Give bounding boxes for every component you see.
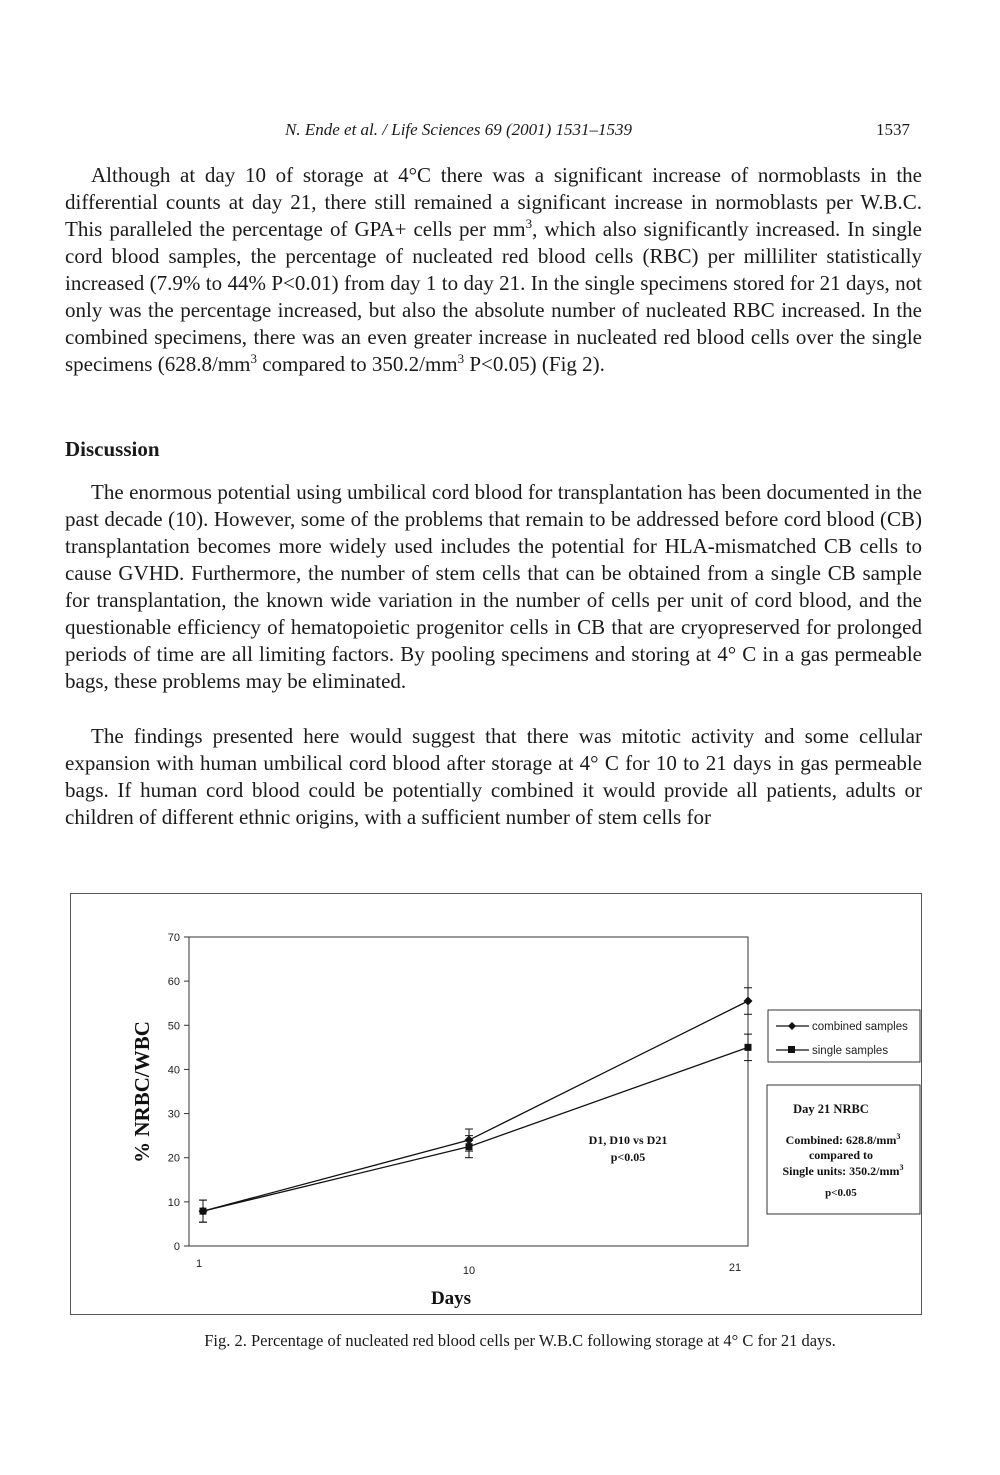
y-tick-label-10: 10 [167, 1196, 180, 1209]
y-axis-label: % NRBC/WBC [130, 1021, 154, 1163]
nrbc-line-chart [71, 894, 921, 1314]
info-box-combined: Combined: $628.8/mm^3$ [785, 1132, 901, 1147]
y-tick-label-50: 50 [167, 1020, 180, 1033]
info-box-pvalue: p<0.05 [825, 1187, 857, 1199]
y-tick-label-60: 60 [167, 976, 180, 989]
y-tick-label-40: 40 [167, 1064, 180, 1077]
significance-line-2: p<0.05 [610, 1150, 646, 1164]
series-combined-samples [199, 988, 753, 1222]
info-box-compared: compared to [808, 1148, 874, 1162]
x-tick-label-10: 10 [462, 1265, 476, 1277]
info-box-title: Day 21 NRBC [793, 1102, 869, 1116]
day21-info-box [767, 1085, 920, 1214]
running-header [0, 120, 1000, 144]
point-1-2 [745, 1044, 752, 1051]
series-layer [199, 988, 753, 1222]
y-tick-label-0: 0 [173, 1241, 180, 1253]
series-line-1 [203, 1047, 748, 1211]
running-head: N. Ende et al. / Life Sciences 69 (2001) 1531–1539 [285, 120, 633, 139]
x-axis-label: Days [430, 1288, 472, 1309]
point-1-0 [200, 1208, 207, 1215]
y-tick-label-70: 70 [167, 932, 180, 944]
series-line-0 [203, 1001, 748, 1211]
point-0-2 [744, 997, 753, 1006]
discussion-paragraph-1: The enormous potential using umbilical cord blood for transplantation has been documented in the past decade (10). However, some of the problems that remain to be addressed before cord blood (CB) transplantation becomes more widely used includes the potential for HLA-mismatched CB cells to cause GVHD. Furthermore, the number of stem cells that can be obtained from a single CB sample for transplantation, the known wide variation in the number of cells per unit of cord blood, and the questionable efficiency of hematopoietic progenitor cells in CB that are cryopreserved for prolonged periods of time are all limiting factors. By pooling specimens and storing at 4° C in a gas permeable bags, these problems may be eliminated. [65, 480, 922, 693]
legend-entry-combined: combined samples [812, 1021, 908, 1033]
figure-2-frame [70, 893, 922, 1315]
point-1-1 [466, 1143, 473, 1150]
legend [768, 1010, 920, 1062]
discussion-heading: Discussion [65, 437, 160, 461]
y-tick-label-30: 30 [167, 1108, 180, 1121]
x-tick-label-1: 1 [195, 1258, 203, 1270]
legend-square-marker [788, 1046, 795, 1053]
results-paragraph: Although at day 10 of storage at 4°C there was a significant increase of normoblasts in the differential counts at day 21, there still remained a significant increase in normoblasts per W.B.C. This paralleled the percentage of GPA+ cells per $mm^3$, which also significantly increased. In single cord blood samples, the percentage of nucleated red blood cells (RBC) per milliliter statistically increased (7.9% to 44% P<0.01) from day 1 to day 21. In the single specimens stored for 21 days, not only was the percentage increased, but also the absolute number of nucleated RBC increased. In the combined specimens, there was an even greater increase in nucleated red blood cells over the single specimens ($628.8/mm^3$ compared to $350.2/mm^3$ P<0.05) (Fig 2). [65, 163, 922, 376]
series-single-samples [199, 1034, 752, 1222]
plot-area [189, 937, 748, 1246]
x-axis-ticks [196, 1258, 741, 1277]
significance-line-1: D1, D10 vs D21 [588, 1133, 668, 1147]
y-tick-label-20: 20 [167, 1152, 180, 1165]
legend-entry-single: single samples [812, 1045, 889, 1057]
discussion-paragraph-2: The findings presented here would suggest that there was mitotic activity and some cellular expansion with human umbilical cord blood after storage at 4° C for 10 to 21 days in gas permeable bags. If human cord blood could be potentially combined it would provide all patients, adults or children of different ethnic origins, with a sufficient number of stem cells for [65, 724, 922, 829]
page-number: 1537 [876, 120, 910, 139]
y-axis-ticks [168, 932, 189, 1253]
figure-caption: Fig. 2. Percentage of nucleated red blood cells per W.B.C following storage at 4° C for 21 days. [204, 1331, 836, 1350]
x-tick-label-21: 21 [728, 1262, 742, 1274]
info-box-single: Single units: $350.2/mm^3$ [782, 1163, 904, 1178]
